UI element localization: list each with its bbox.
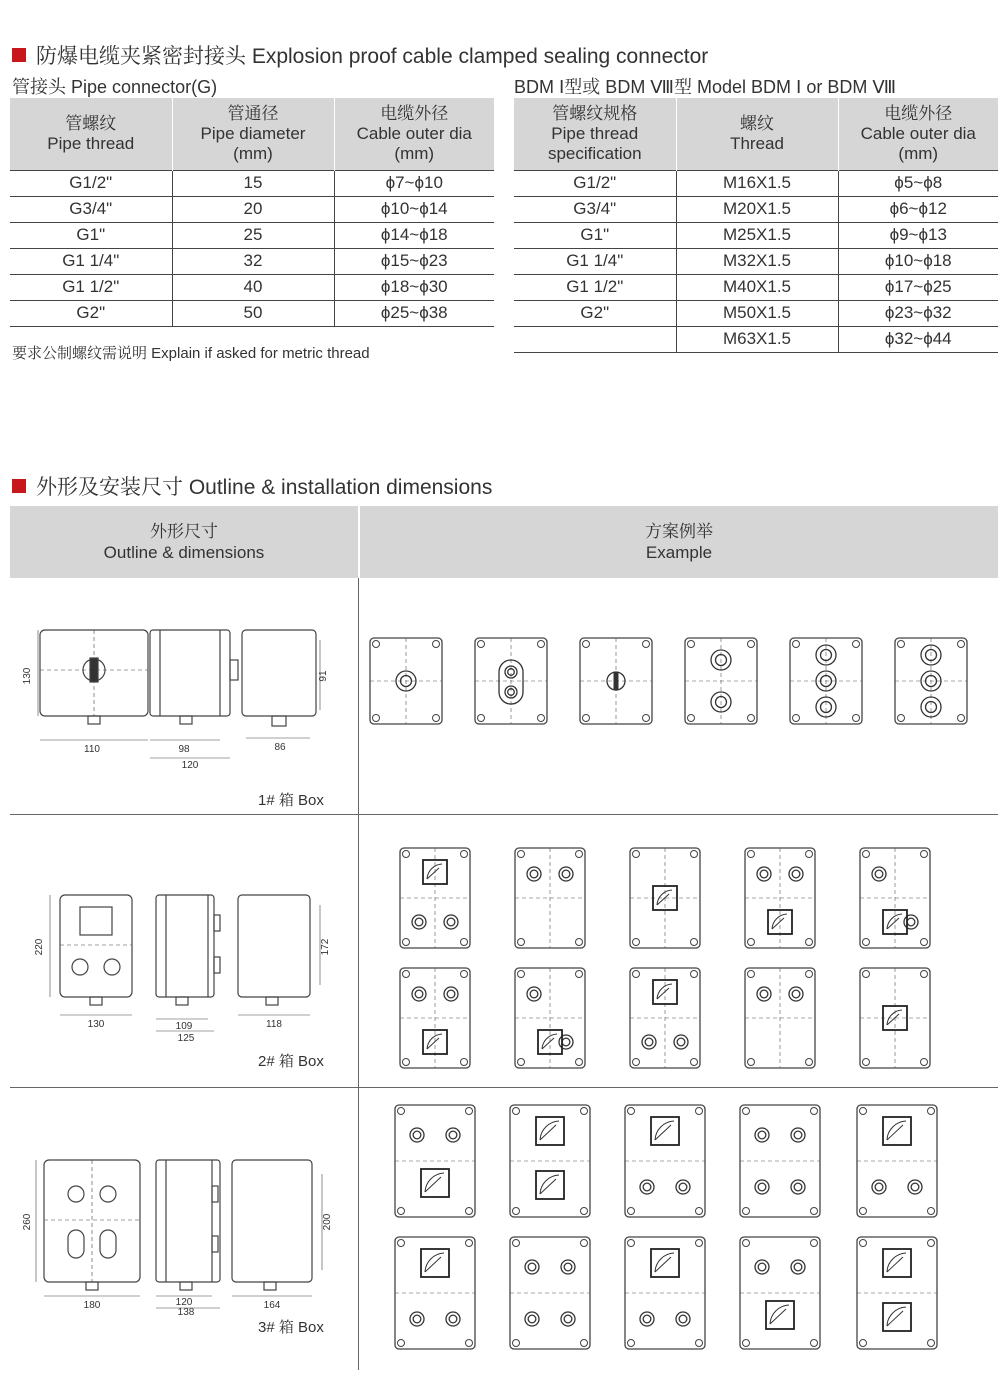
dim-side-width-label: 164: [263, 1300, 281, 1311]
left-subtitle: 管接头 Pipe connector(G): [12, 77, 218, 97]
table-cell: ϕ17~ϕ25: [838, 274, 998, 300]
header-line: Thread: [730, 133, 784, 153]
table-cell: ϕ9~ϕ13: [838, 222, 998, 248]
example-box-3: [625, 1237, 705, 1349]
dim-height-label: 220: [34, 938, 45, 956]
box-1-outline-drawing: [20, 620, 340, 770]
table-row: [10, 222, 494, 248]
header-line: 管通径: [227, 103, 279, 123]
bdm-table: [514, 98, 998, 353]
table-cell: G1": [514, 222, 676, 248]
table-cell: G1/2": [10, 170, 172, 196]
table-row: [514, 326, 998, 352]
table-cell: M40X1.5: [676, 274, 838, 300]
table-cell: ϕ23~ϕ32: [838, 300, 998, 326]
table-header-row: [10, 98, 494, 170]
dim-depth-inner-label: 120: [175, 1297, 193, 1308]
table-cell: ϕ10~ϕ14: [334, 196, 494, 222]
table-row: [10, 274, 494, 300]
header-example: [360, 506, 998, 578]
table-header-cell: [676, 98, 838, 170]
header-line: Pipe thread: [47, 133, 135, 153]
header-line: Cable outer dia: [860, 123, 976, 143]
pipe-connector-table: [10, 98, 494, 327]
table-cell: [514, 326, 676, 352]
example-box-3: [395, 1237, 475, 1349]
table-cell: M63X1.5: [676, 326, 838, 352]
table-header-cell: [10, 98, 172, 170]
table-cell: G1 1/2": [10, 274, 172, 300]
table-row: [10, 196, 494, 222]
table-cell: G1 1/2": [514, 274, 676, 300]
header-line: Cable outer dia: [356, 123, 472, 143]
section-title-text: 外形及安装尺寸 Outline & installation dimensions: [36, 476, 493, 499]
header-line: specification: [547, 143, 642, 163]
table-row: [10, 300, 494, 326]
section-title-dimensions: [12, 471, 492, 501]
dim-depth-inner-label: 109: [175, 1021, 193, 1032]
box-2-outline-drawing: [20, 885, 340, 1045]
table-row: [10, 248, 494, 274]
example-box-3: [395, 1105, 475, 1217]
table-cell: M16X1.5: [676, 170, 838, 196]
red-square-icon: [12, 48, 26, 62]
dim-height-label: 260: [22, 1213, 33, 1231]
dim-depth-label: 125: [177, 1033, 195, 1044]
header-cn: 方案例举: [645, 522, 713, 541]
table-row: [514, 170, 998, 196]
table-row: [514, 248, 998, 274]
red-square-icon: [12, 479, 26, 493]
table-header-cell: [334, 98, 494, 170]
table-cell: M20X1.5: [676, 196, 838, 222]
table-cell: 20: [172, 196, 334, 222]
table-cell: G1 1/4": [10, 248, 172, 274]
header-en: Outline & dimensions: [103, 543, 265, 562]
box-1-label: 1# 箱 Box: [258, 792, 324, 809]
table-cell: ϕ14~ϕ18: [334, 222, 494, 248]
right-subtitle: BDM Ⅰ型或 BDM Ⅷ型 Model BDM Ⅰ or BDM Ⅷ: [514, 77, 897, 97]
table-cell: G2": [10, 300, 172, 326]
table-row: [514, 274, 998, 300]
table-cell: ϕ5~ϕ8: [838, 170, 998, 196]
table-cell: ϕ6~ϕ12: [838, 196, 998, 222]
header-line: 螺纹: [740, 113, 774, 133]
table-cell: G3/4": [514, 196, 676, 222]
dim-side-width-label: 118: [266, 1019, 282, 1030]
dim-width-label: 130: [87, 1019, 105, 1030]
table-cell: G1": [10, 222, 172, 248]
dim-depth-inner-label: 98: [178, 744, 190, 755]
example-box-3: [857, 1105, 937, 1217]
header-line: 管螺纹规格: [552, 103, 638, 123]
table-cell: G1 1/4": [514, 248, 676, 274]
header-line: 电缆外径: [884, 103, 953, 123]
table-cell: M50X1.5: [676, 300, 838, 326]
table-row: [514, 222, 998, 248]
dim-side-height-label: 91: [318, 670, 329, 682]
table-row: [514, 196, 998, 222]
table-cell: 40: [172, 274, 334, 300]
section-title-text: 防爆电缆夹紧密封接头 Explosion proof cable clamped sealing connector: [36, 45, 709, 68]
box-3-outline-drawing: [20, 1150, 340, 1318]
header-line: (mm): [898, 143, 939, 163]
example-box-3: [740, 1237, 820, 1349]
table-header-row: [514, 98, 998, 170]
header-en: Example: [645, 543, 713, 562]
example-box-3: [740, 1105, 820, 1217]
table-cell: ϕ10~ϕ18: [838, 248, 998, 274]
dim-side-height-label: 200: [322, 1213, 333, 1231]
table-row: [10, 170, 494, 196]
header-outline-dimensions: [10, 506, 358, 578]
dim-depth-label: 138: [177, 1307, 195, 1318]
header-line: 管螺纹: [65, 113, 117, 133]
section-title-connector: [12, 40, 708, 70]
dim-width-label: 110: [84, 744, 100, 755]
table-cell: 25: [172, 222, 334, 248]
header-line: Pipe thread: [551, 123, 639, 143]
table-cell: ϕ15~ϕ23: [334, 248, 494, 274]
dim-width-label: 180: [83, 1300, 101, 1311]
header-cn: 外形尺寸: [150, 522, 218, 541]
table-cell: M25X1.5: [676, 222, 838, 248]
box-2-label: 2# 箱 Box: [258, 1053, 324, 1070]
dim-side-width-label: 86: [274, 742, 286, 753]
table-header-cell: [172, 98, 334, 170]
header-line: Pipe diameter: [200, 123, 306, 143]
example-box-3: [510, 1105, 590, 1217]
metric-thread-note: 要求公制螺纹需说明 Explain if asked for metric thread: [12, 345, 370, 362]
table-cell: ϕ32~ϕ44: [838, 326, 998, 352]
dim-side-height-label: 172: [320, 938, 331, 956]
table-cell: G2": [514, 300, 676, 326]
table-cell: ϕ25~ϕ38: [334, 300, 494, 326]
table-cell: M32X1.5: [676, 248, 838, 274]
table-cell: G1/2": [514, 170, 676, 196]
header-line: 电缆外径: [380, 103, 449, 123]
table-cell: ϕ7~ϕ10: [334, 170, 494, 196]
table-row: [514, 300, 998, 326]
table-cell: G3/4": [10, 196, 172, 222]
example-box-3: [510, 1237, 590, 1349]
box-3-label: 3# 箱 Box: [258, 1319, 324, 1336]
example-box-3: [857, 1237, 937, 1349]
table-cell: ϕ18~ϕ30: [334, 274, 494, 300]
table-cell: 15: [172, 170, 334, 196]
header-line: (mm): [394, 143, 435, 163]
dim-height-label: 130: [22, 667, 33, 685]
dim-depth-label: 120: [181, 760, 199, 771]
example-drawings: [360, 580, 998, 1370]
table-cell: 50: [172, 300, 334, 326]
table-header-cell: [838, 98, 998, 170]
header-line: (mm): [233, 143, 273, 163]
grid-vertical-divider: [358, 578, 359, 1370]
table-cell: 32: [172, 248, 334, 274]
example-box-3: [625, 1105, 705, 1217]
table-header-cell: [514, 98, 676, 170]
